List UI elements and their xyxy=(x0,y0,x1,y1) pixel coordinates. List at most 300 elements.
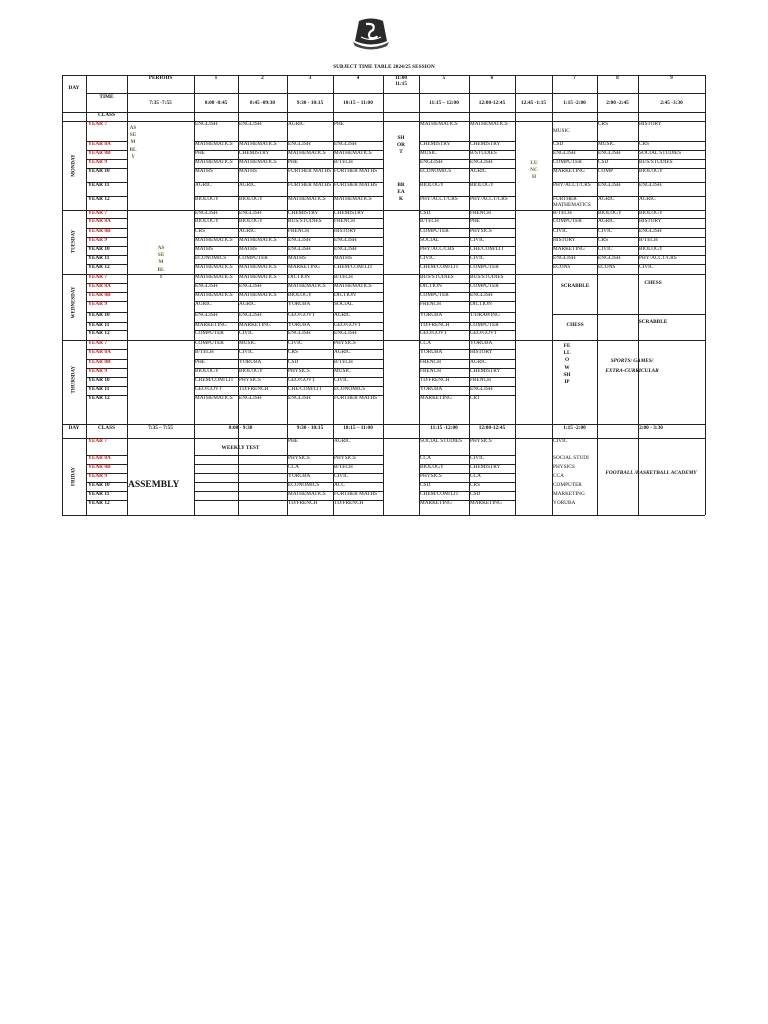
grid-line xyxy=(515,75,516,515)
timetable-cell: MATHEMATICS xyxy=(195,141,233,147)
timetable-cell: ECONS xyxy=(553,264,571,270)
timetable-cell: COMPUTER xyxy=(470,322,499,328)
timetable-cell: CCA xyxy=(420,340,431,346)
day-name-thursday: THURSDAY xyxy=(71,365,77,394)
timetable-cell: CRS xyxy=(288,349,299,355)
timetable-cell: CSD xyxy=(288,359,299,365)
timetable-cell: MATHEMATICS xyxy=(334,283,372,289)
timetable-cell: MATHS xyxy=(334,255,352,261)
timetable-cell: ENGLISH xyxy=(334,237,357,243)
timetable-cell: GEO/GOVT xyxy=(470,330,498,336)
timetable-cell: FRENCH xyxy=(470,377,491,383)
timetable-cell: AGRIC xyxy=(239,182,256,188)
timetable-cell: MATHS xyxy=(195,168,213,174)
timetable-cell: B/TECH xyxy=(420,218,439,224)
period-time: 12:45 -1:15 xyxy=(520,100,547,106)
timetable-cell: SOCIAL STUDI xyxy=(553,455,589,461)
period-time: 7:35 -7:55 xyxy=(149,100,172,106)
timetable-cell: MUSIC xyxy=(598,141,615,147)
timetable-cell: COMPUTER xyxy=(553,482,582,488)
timetable-cell: FURTHER MATHS xyxy=(288,168,332,174)
timetable-cell: CCA xyxy=(553,473,564,479)
timetable-cell: ECONS xyxy=(598,264,616,270)
grid-line xyxy=(86,75,87,424)
timetable-cell: CIVIC xyxy=(239,330,254,336)
class-name: YEAR 9 xyxy=(88,159,107,165)
timetable-cell: SOCIAL STUDIES xyxy=(639,150,682,156)
timetable-cell: COMPUTER xyxy=(420,228,449,234)
friday-time: 12:00-12:45 xyxy=(478,425,506,431)
timetable-cell: CIVIC xyxy=(420,255,435,261)
timetable-cell: ENGLISH xyxy=(470,159,493,165)
period-time: 12:00-12:45 xyxy=(478,100,506,106)
timetable-cell: PHYSICS xyxy=(239,377,261,383)
timetable-cell: ENGLISH xyxy=(553,255,576,261)
timetable-cell: ECONOMICS xyxy=(288,482,320,488)
timetable-cell: AGRIC xyxy=(334,349,351,355)
timetable-cell: MARKETING xyxy=(553,246,585,252)
timetable-cell: PHYSICS xyxy=(288,368,310,374)
timetable-cell: YORUBA xyxy=(470,340,493,346)
timetable-cell: B/TECH xyxy=(553,210,572,216)
timetable-cell: AGRIC xyxy=(288,121,305,127)
timetable-cell: CHEM/COM/LIT xyxy=(420,491,459,497)
grid-line xyxy=(638,314,705,315)
timetable-cell: TD/FRENCH xyxy=(239,386,269,392)
timetable-cell: ENGLISH xyxy=(598,255,621,261)
grid-line xyxy=(127,75,128,515)
timetable-cell: CHEMISTRY xyxy=(420,141,451,147)
school-logo-icon xyxy=(349,15,393,51)
timetable-cell: PHE xyxy=(470,218,481,224)
grid-line xyxy=(62,340,705,341)
timetable-cell: AGRIC xyxy=(195,182,212,188)
timetable-cell: DICTION xyxy=(288,274,310,280)
timetable-cell: TD/FRENCH xyxy=(420,322,450,328)
timetable-cell: YORUBA xyxy=(420,386,443,392)
timetable-cell: ENGLISH xyxy=(288,395,311,401)
timetable-cell: BUS/STUDIES xyxy=(288,218,322,224)
timetable-cell: MATHEMATICS xyxy=(420,121,458,127)
period-number: 4 xyxy=(356,75,360,81)
timetable-cell: BIOLOGY xyxy=(639,246,663,252)
friday-time: 9:30 - 10:15 xyxy=(296,425,324,431)
timetable-cell: ECONOMICS xyxy=(420,168,452,174)
timetable-cell: MATHEMATICS xyxy=(239,264,277,270)
timetable-cell: CHE/COM/LIT xyxy=(470,246,504,252)
class-name: YEAR 11 xyxy=(88,322,110,328)
timetable-cell: PHYSICS xyxy=(470,228,492,234)
friday-time: 8:00 - 9:30 xyxy=(228,425,253,431)
timetable-cell: CIVIC xyxy=(239,349,254,355)
timetable-cell: COMPUTER xyxy=(195,330,224,336)
timetable-cell: ENGLISH xyxy=(639,182,662,188)
grid-line xyxy=(62,75,63,515)
timetable-cell: B/STUDIES xyxy=(470,150,497,156)
timetable-cell: PHY/ACCT/CRS xyxy=(639,255,677,261)
period-number: 2 xyxy=(261,75,264,81)
period-time: 2:45 -3:30 xyxy=(660,100,683,106)
timetable-cell: YORUBA xyxy=(288,301,311,307)
timetable-cell: MATHEMATICS xyxy=(239,159,277,165)
timetable-cell: MATHS xyxy=(288,255,306,261)
timetable-cell: PHE xyxy=(195,359,206,365)
timetable-cell: FURTHER MATHS xyxy=(334,491,378,497)
timetable-cell: MARKETING xyxy=(420,395,452,401)
period-number: 1 xyxy=(214,75,218,81)
timetable-cell: PHYSICS xyxy=(334,455,356,461)
class-name: YEAR 10 xyxy=(88,312,110,318)
timetable-cell: CIVIC xyxy=(598,246,613,252)
timetable-cell: ENGLISH xyxy=(195,121,218,127)
timetable-cell: BUS/STUDIES xyxy=(420,274,454,280)
timetable-cell: GEO/GOVT xyxy=(195,386,223,392)
timetable-cell: TD/FRENCH xyxy=(420,377,450,383)
class-name: YEAR 12 xyxy=(88,500,110,506)
timetable-cell: ENGLISH xyxy=(195,283,218,289)
timetable-cell: MATHEMATICS xyxy=(239,237,277,243)
class-name: YEAR 12 xyxy=(88,196,110,202)
timetable-cell: BIOLOGY xyxy=(639,210,663,216)
period-number: 5 xyxy=(442,75,446,81)
timetable-cell: GEO/GOVT xyxy=(288,377,316,383)
timetable xyxy=(62,75,705,515)
timetable-cell: GEO/GOVT xyxy=(420,330,448,336)
grid-line xyxy=(62,515,705,516)
timetable-cell: ECONOMICS xyxy=(334,386,366,392)
timetable-cell: YORUBA xyxy=(420,312,443,318)
timetable-cell: MATHS xyxy=(239,168,257,174)
timetable-cell: CSD xyxy=(470,491,481,497)
period-time: 11:15 – 12:00 xyxy=(429,100,459,106)
class-name: YEAR 10 xyxy=(88,377,110,383)
timetable-cell: CSD xyxy=(553,141,564,147)
day-name-monday: MONDAY xyxy=(71,153,77,177)
timetable-cell: BIOLOGY xyxy=(239,196,263,202)
timetable-cell: CCA xyxy=(420,455,431,461)
fellowship-vertical-label: FELLOWSHIP xyxy=(563,343,571,386)
timetable-cell: DICTION xyxy=(420,283,442,289)
grid-line xyxy=(552,274,705,275)
timetable-cell: ENGLISH xyxy=(334,330,357,336)
timetable-cell: HISTORY xyxy=(553,237,576,243)
timetable-cell: MATHS xyxy=(195,246,213,252)
timetable-cell: CRT xyxy=(470,395,480,401)
timetable-cell: PHYSICS xyxy=(288,455,310,461)
timetable-cell: MARKETING xyxy=(553,491,585,497)
day-name-friday: FRIDAY xyxy=(71,466,77,486)
timetable-cell: COMPUTER xyxy=(553,159,582,165)
class-name: YEAR 8B xyxy=(88,150,111,156)
class-name: YEAR 7 xyxy=(88,121,107,127)
timetable-cell: HISTORY xyxy=(639,121,662,127)
timetable-cell: GEO/GOVT xyxy=(334,322,362,328)
class-name: YEAR 9 xyxy=(88,237,107,243)
timetable-cell: PHY/ACCT/CRS xyxy=(553,182,591,188)
timetable-cell: T/DRAWING xyxy=(470,312,500,318)
timetable-cell: B/TECH xyxy=(639,237,658,243)
class-name: YEAR 8A xyxy=(88,141,111,147)
period-time: 8:45 -09:30 xyxy=(249,100,276,106)
period-number: 3 xyxy=(308,75,312,81)
timetable-cell: COMPUTER xyxy=(470,264,499,270)
timetable-cell: PHY/ACC/CRS xyxy=(420,246,455,252)
timetable-cell: MATHEMATICS xyxy=(195,264,233,270)
friday-time: 7:35 – 7:55 xyxy=(148,425,173,431)
timetable-cell: AGRIC xyxy=(239,301,256,307)
timetable-cell: MATHEMATICS xyxy=(239,274,277,280)
timetable-cell: MATHEMATICS xyxy=(288,283,326,289)
grid-line xyxy=(383,75,384,515)
timetable-cell: FURTHER MATHEMATICS xyxy=(553,196,591,208)
timetable-cell: PHY/ACCT/CRS xyxy=(470,196,508,202)
friday-time: 10:15 – 11:00 xyxy=(343,425,373,431)
timetable-cell: PHE xyxy=(195,150,206,156)
timetable-cell: BIOLOGY xyxy=(195,196,219,202)
timetable-cell: ENGLISH xyxy=(288,246,311,252)
timetable-cell: MATHEMATICS xyxy=(334,150,372,156)
timetable-cell: MATHEMATICS xyxy=(288,150,326,156)
timetable-cell: ENGLISH xyxy=(288,330,311,336)
timetable-cell: ENGLISH xyxy=(639,228,662,234)
timetable-cell: BIOLOGY xyxy=(420,464,444,470)
timetable-cell: CSD xyxy=(420,210,431,216)
timetable-cell: ENGLISH xyxy=(239,312,262,318)
timetable-cell: ENGLISH xyxy=(553,150,576,156)
timetable-cell: FRENCH xyxy=(334,218,355,224)
grid-line xyxy=(62,438,705,439)
class-name: YEAR 9 xyxy=(88,473,107,479)
timetable-cell: CIVIC xyxy=(334,473,349,479)
music-label: MUSIC xyxy=(553,128,570,134)
timetable-cell: ECONOMICS xyxy=(195,255,227,261)
timetable-cell: CHEMISTRY xyxy=(470,368,501,374)
timetable-cell: PHE xyxy=(288,159,299,165)
timetable-cell: AGRIC xyxy=(639,196,656,202)
timetable-cell: B/TECH xyxy=(334,359,353,365)
day-name-wednesday: WEDNESDAY xyxy=(71,286,77,319)
class-name: YEAR 11 xyxy=(88,386,110,392)
timetable-cell: B/TECH xyxy=(334,464,353,470)
timetable-cell: ENGLISH xyxy=(598,150,621,156)
timetable-cell: BIOLOGY xyxy=(195,368,219,374)
timetable-cell: MATHEMATICS xyxy=(288,491,326,497)
timetable-cell: MARKETING xyxy=(553,168,585,174)
period-number: 9 xyxy=(670,75,673,81)
class-name: YEAR 8A xyxy=(88,455,111,461)
timetable-cell: COMPUTER xyxy=(420,292,449,298)
class-name: YEAR 12 xyxy=(88,264,110,270)
class-name: YEAR 7 xyxy=(88,274,107,280)
timetable-cell: B/TECH xyxy=(334,274,353,280)
friday-day-header: DAY xyxy=(68,425,80,431)
class-name: YEAR 8A xyxy=(88,218,111,224)
timetable-cell: AGRIC xyxy=(598,196,615,202)
class-name: YEAR 8A xyxy=(88,283,111,289)
timetable-cell: ENGLISH xyxy=(239,210,262,216)
scrabble-label: SCRABBLE xyxy=(560,283,590,289)
period-number: 11:00 11:15 xyxy=(394,75,408,87)
class-name: YEAR 8A xyxy=(88,349,111,355)
timetable-cell: ENGLISH xyxy=(598,182,621,188)
period-time: 8:00 -8:45 xyxy=(204,100,228,106)
timetable-cell: FRENCH xyxy=(470,210,491,216)
timetable-cell: PHE xyxy=(288,438,299,444)
timetable-cell: MUSIC xyxy=(420,150,437,156)
timetable-cell: ENGLISH xyxy=(334,141,357,147)
timetable-cell: MATHEMATICS xyxy=(195,395,233,401)
grid-line xyxy=(552,314,638,315)
timetable-cell: YORUBA xyxy=(288,322,311,328)
timetable-cell: AGRIC xyxy=(195,301,212,307)
timetable-cell: AGRIC xyxy=(239,228,256,234)
timetable-cell: COMP xyxy=(598,168,614,174)
timetable-cell: GEO/GOVT xyxy=(288,312,316,318)
timetable-cell: YORUBA xyxy=(239,359,262,365)
timetable-cell: AGRIC xyxy=(470,168,487,174)
timetable-cell: HISTORY xyxy=(470,349,493,355)
period-time: 9:30 - 10:15 xyxy=(296,100,324,106)
timetable-cell: YORUBA xyxy=(553,500,576,506)
timetable-cell: MARKETING xyxy=(288,264,320,270)
weekly-test-label: WEEKLY TEST xyxy=(221,445,260,451)
class-name: YEAR 8B xyxy=(88,292,111,298)
timetable-cell: ENGLISH xyxy=(195,312,218,318)
timetable-cell: CIVIC xyxy=(334,377,349,383)
timetable-cell: CIVIC xyxy=(470,255,485,261)
class-name: YEAR 11 xyxy=(88,255,110,261)
class-name: YEAR 11 xyxy=(88,182,110,188)
timetable-cell: CRS xyxy=(195,228,206,234)
timetable-cell: CHEMISTRY xyxy=(470,464,501,470)
timetable-cell: PHE xyxy=(334,121,345,127)
timetable-cell: MARKETING xyxy=(195,322,227,328)
period-time: 1:15 -2:00 xyxy=(563,100,586,106)
timetable-cell: ENGLISH xyxy=(470,386,493,392)
class-label: CLASS xyxy=(97,112,116,118)
timetable-cell: CRS xyxy=(598,121,609,127)
football-academy-label: FOOTBALL /BASKETBALL ACADEMY xyxy=(605,470,697,476)
timetable-cell: COMPUTER xyxy=(239,255,268,261)
class-name: YEAR 10 xyxy=(88,168,110,174)
timetable-cell: CIVIC xyxy=(470,455,485,461)
timetable-cell: MUSIC xyxy=(334,368,351,374)
timetable-cell: BIOLOGY xyxy=(239,218,263,224)
timetable-cell: FURTHER MATHS xyxy=(334,168,378,174)
timetable-cell: BIOLOGY xyxy=(288,292,312,298)
periods-header: PERIODS xyxy=(148,75,173,81)
timetable-cell: MARKETING xyxy=(239,322,271,328)
period-number: 8 xyxy=(616,75,619,81)
class-name: YEAR 10 xyxy=(88,482,110,488)
timetable-cell: ENGLISH xyxy=(239,121,262,127)
class-name: YEAR 7 xyxy=(88,438,107,444)
period-number: 6 xyxy=(490,75,494,81)
timetable-cell: TD/FRENCH xyxy=(288,500,318,506)
class-name: YEAR 12 xyxy=(88,330,110,336)
timetable-cell: MATHS xyxy=(239,246,257,252)
friday-time: 1:15 -2:00 xyxy=(563,425,586,431)
assembly-label: ASSEMBLY xyxy=(128,480,180,490)
timetable-cell: CIVIC xyxy=(553,438,568,444)
timetable-cell: MATHEMATICS xyxy=(195,237,233,243)
timetable-cell: MATHEMATICS xyxy=(195,292,233,298)
class-name: YEAR 9 xyxy=(88,301,107,307)
timetable-cell: ENGLISH xyxy=(239,395,262,401)
timetable-cell: CHEM/COM/LIT xyxy=(195,377,234,383)
timetable-cell: CSD xyxy=(598,159,609,165)
timetable-cell: CHEMISTRY xyxy=(470,141,501,147)
grid-line xyxy=(62,112,705,113)
timetable-cell: FRENCH xyxy=(288,228,309,234)
scrabble-label-2: SCRABBLE xyxy=(638,319,668,325)
timetable-cell: COMPUTER xyxy=(195,340,224,346)
timetable-cell: SOCIAL xyxy=(334,301,354,307)
class-name: YEAR 9 xyxy=(88,368,107,374)
timetable-cell: MARKETING xyxy=(420,500,452,506)
grid-line xyxy=(86,93,705,94)
assembly-vertical-label: ASSEMBLY xyxy=(129,125,137,160)
timetable-cell: BUS/STUDIES xyxy=(470,274,504,280)
class-name: YEAR 12 xyxy=(88,395,110,401)
day-header: DAY xyxy=(68,85,80,91)
lunch-vertical-label: LUNCH xyxy=(530,160,538,181)
timetable-cell: ACC xyxy=(334,482,345,488)
timetable-cell: MARKETING xyxy=(470,500,502,506)
timetable-cell: PHYSICS xyxy=(420,473,442,479)
timetable-cell: SOCIAL xyxy=(420,237,440,243)
timetable-cell: MATHEMATICS xyxy=(195,159,233,165)
extra-curricular-label: EXTRA-CURRICULAR xyxy=(605,368,659,374)
timetable-cell: BIOLOGY xyxy=(195,218,219,224)
friday-time: 11:15 -12:00 xyxy=(430,425,458,431)
timetable-cell: AGRIC xyxy=(334,438,351,444)
friday-time: 2:00 - 3:30 xyxy=(639,425,663,431)
timetable-cell: BIOLOGY xyxy=(598,210,622,216)
timetable-cell: ENGLISH xyxy=(288,237,311,243)
timetable-cell: MATHEMATICS xyxy=(288,196,326,202)
timetable-cell: PHY/ACCT/CRS xyxy=(420,196,458,202)
timetable-cell: FURTHER MATHS xyxy=(334,395,378,401)
timetable-cell: PHYSICS xyxy=(553,464,575,470)
timetable-cell: BIOLOGY xyxy=(639,168,663,174)
timetable-cell: CHEM/COM/LIT xyxy=(420,264,459,270)
class-name: YEAR 7 xyxy=(88,210,107,216)
timetable-cell: HISTORY xyxy=(639,218,662,224)
chess-label-2: CHESS xyxy=(566,322,584,328)
timetable-cell: AGRIC xyxy=(334,312,351,318)
chess-label: CHESS xyxy=(644,280,662,286)
class-name: YEAR 8B xyxy=(88,228,111,234)
timetable-cell: ENGLISH xyxy=(420,159,443,165)
timetable-cell: CIVIC xyxy=(470,237,485,243)
timetable-cell: B/TECH xyxy=(334,159,353,165)
class-name: YEAR 7 xyxy=(88,340,107,346)
short-break-vertical-label-b: BREAK xyxy=(397,182,405,203)
class-name: YEAR 8B xyxy=(88,359,111,365)
period-time: 2:00 -2:45 xyxy=(606,100,629,106)
timetable-cell: TD/FRENCH xyxy=(334,500,364,506)
timetable-cell: MATHEMATICS xyxy=(239,141,277,147)
timetable-cell: COMPUTER xyxy=(470,283,499,289)
timetable-cell: MATHEMATICS xyxy=(195,274,233,280)
timetable-cell: CHEMISTRY xyxy=(239,150,270,156)
grid-line xyxy=(705,75,706,515)
timetable-cell: ENGLISH xyxy=(288,141,311,147)
timetable-cell: COMPUTER xyxy=(553,218,582,224)
timetable-cell: ENGLISH xyxy=(470,292,493,298)
timetable-cell: CCA xyxy=(288,464,299,470)
